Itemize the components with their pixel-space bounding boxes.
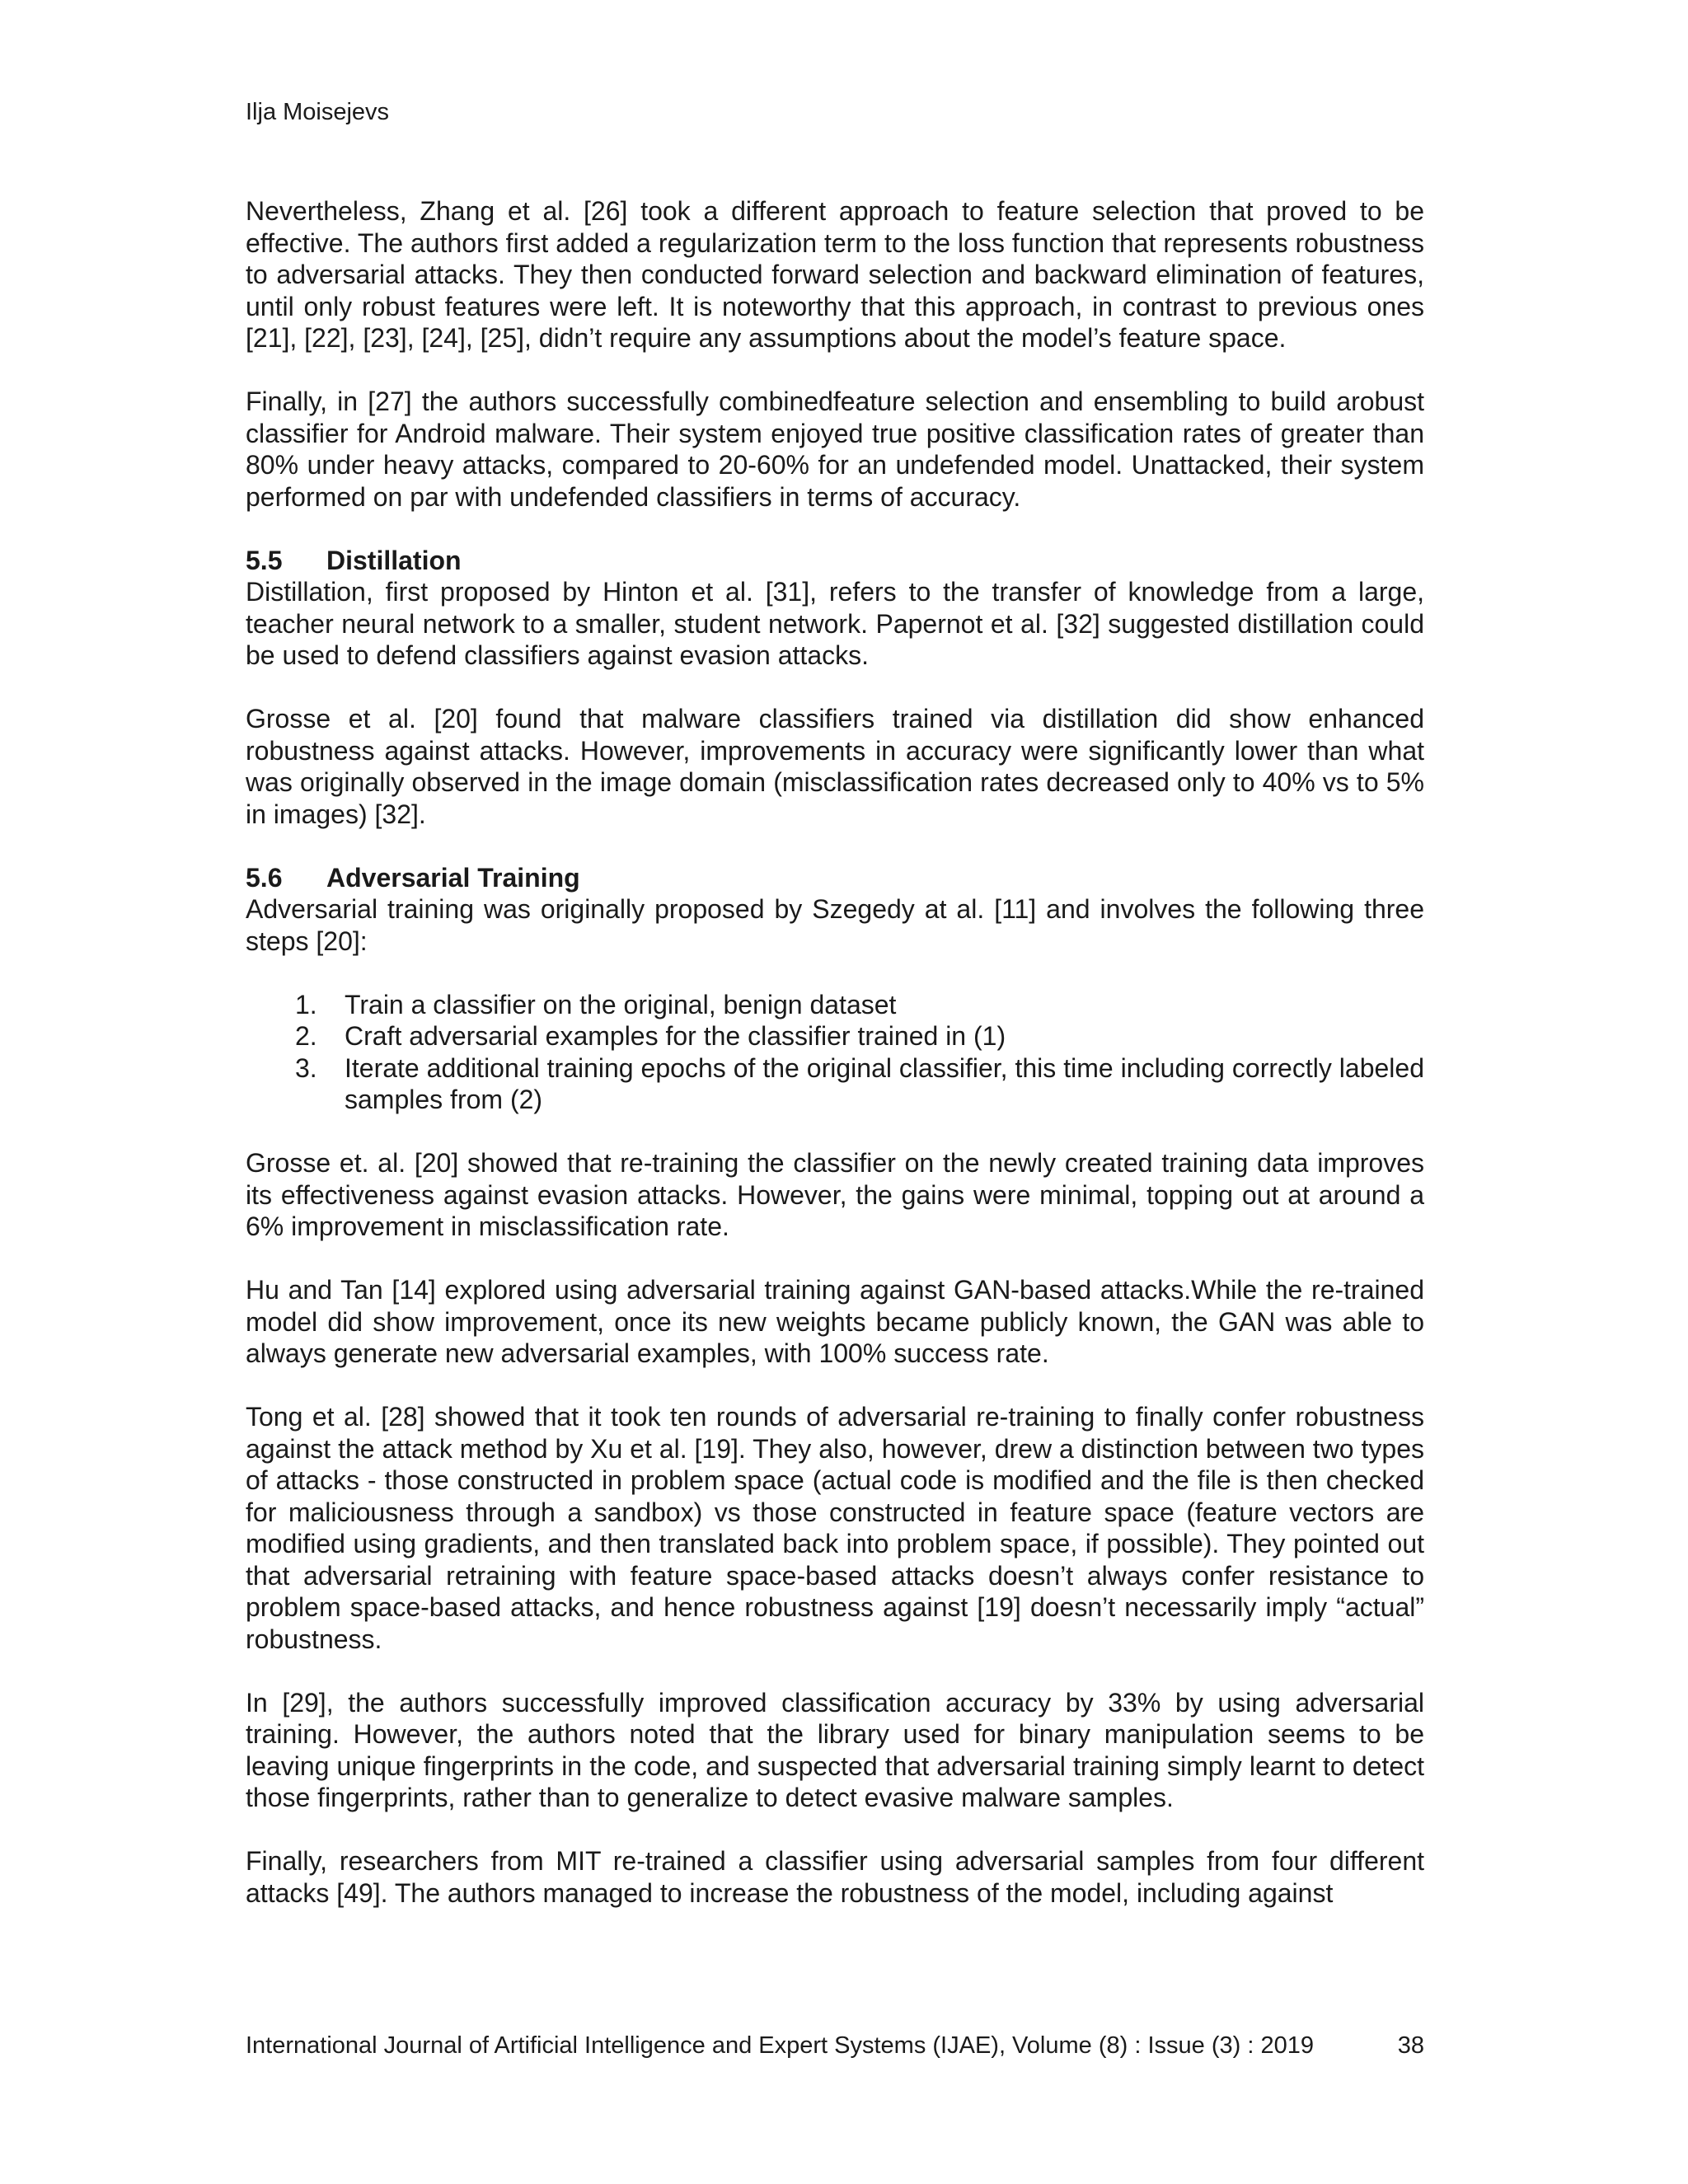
section-number: 5.5	[246, 545, 283, 575]
running-head-author: Ilja Moisejevs	[246, 99, 390, 125]
journal-citation: International Journal of Artificial Intelligence and Expert Systems (IJAE), Volume (8) : Issue (3) : 2019	[246, 2032, 1314, 2059]
list-item-text: Craft adversarial examples for the classifier trained in (1)	[345, 1021, 1006, 1051]
paragraph-fingerprints: In [29], the authors successfully improved classification accuracy by 33% by using adversarial training. However, the authors noted that the library used for binary manipulation seems to be leaving unique fingerprints in the code, and suspected that adversarial training simply learnt to detect those fingerprints, rather than to generalize to detect evasive malware samples.	[246, 1687, 1424, 1812]
paragraph-ensembling-android: Finally, in [27] the authors successfully combinedfeature selection and ensembling to build arobust classifier for Android malware. Their system enjoyed true positive classification rates of greater than 80% under heavy attacks, compared to 20-60% for an undefended model. Unattacked, their system performed on par with undefended classifiers in terms of accuracy.	[246, 387, 1424, 512]
list-item-text: Train a classifier on the original, benign dataset	[345, 989, 897, 1019]
paragraph-tong-problem-space: Tong et al. [28] showed that it took ten rounds of adversarial re-training to finally confer robustness against the attack method by Xu et al. [19]. They also, however, drew a distinction between two types of attacks - those constructed in problem space (actual code is modified and the file is then checked for maliciousness through a sandbox) vs those constructed in feature space (feature vectors are modified using gradients, and then translated back into problem space, if possible). They pointed out that adversarial retraining with feature space-based attacks doesn’t always confer resistance to problem space-based attacks, and hence robustness against [19] doesn’t necessarily imply “actual” robustness.	[246, 1402, 1424, 1654]
list-item	[246, 1020, 1424, 1052]
paragraph-grosse-distillation: Grosse et al. [20] found that malware classifiers trained via distillation did show enhanced robustness against attacks. However, improvements in accuracy were significantly lower than what was originally observed in the image domain (misclassification rates decreased only to 40% vs to 5% in images) [32].	[246, 704, 1424, 829]
list-item	[246, 989, 1424, 1021]
list-marker: 3.	[295, 1052, 317, 1083]
list-item-text: Iterate additional training epochs of the original classifier, this time including correctly labeled samples from (2)	[345, 1052, 1424, 1114]
section-heading-distillation	[246, 545, 1424, 577]
paragraph-zhang-feature-selection: Nevertheless, Zhang et al. [26] took a different approach to feature selection that proved to be effective. The authors first added a regularization term to the loss function that represents robustness to adversarial attacks. They then conducted forward selection and backward elimination of features, until only robust features were left. It is noteworthy that this approach, in contrast to previous ones [21], [22], [23], [24], [25], didn’t require any assumptions about the model’s feature space.	[246, 196, 1424, 353]
section-title: Distillation	[326, 545, 462, 575]
paragraph-grosse-retraining: Grosse et. al. [20] showed that re-training the classifier on the newly created training data improves its effectiveness against evasion attacks. However, the gains were minimal, topping out at around a 6% improvement in misclassification rate.	[246, 1148, 1424, 1241]
list-item	[246, 1052, 1424, 1116]
list-marker: 2.	[295, 1021, 317, 1051]
body-text	[246, 195, 1424, 1941]
paragraph-mit-retraining: Finally, researchers from MIT re-trained a classifier using adversarial samples from four different attacks [49]. The authors managed to increase the robustness of the model, including against	[246, 1846, 1424, 1908]
page-number: 38	[1397, 2032, 1424, 2059]
section-heading-adversarial-training	[246, 862, 1424, 894]
paragraph-adversarial-training-intro: Adversarial training was originally proposed by Szegedy at al. [11] and involves the following three steps [20]:	[246, 894, 1424, 956]
section-title: Adversarial Training	[326, 862, 580, 893]
steps-list	[246, 989, 1424, 1116]
section-number: 5.6	[246, 862, 283, 893]
list-marker: 1.	[295, 989, 317, 1019]
paragraph-distillation-intro: Distillation, first proposed by Hinton et al. [31], refers to the transfer of knowledge from a large, teacher neural network to a smaller, student network. Papernot et al. [32] suggested distillation could be used to defend classifiers against evasion attacks.	[246, 577, 1424, 670]
paragraph-hu-tan-gan: Hu and Tan [14] explored using adversarial training against GAN-based attacks.While the re-trained model did show improvement, once its new weights became publicly known, the GAN was able to always generate new adversarial examples, with 100% success rate.	[246, 1275, 1424, 1368]
